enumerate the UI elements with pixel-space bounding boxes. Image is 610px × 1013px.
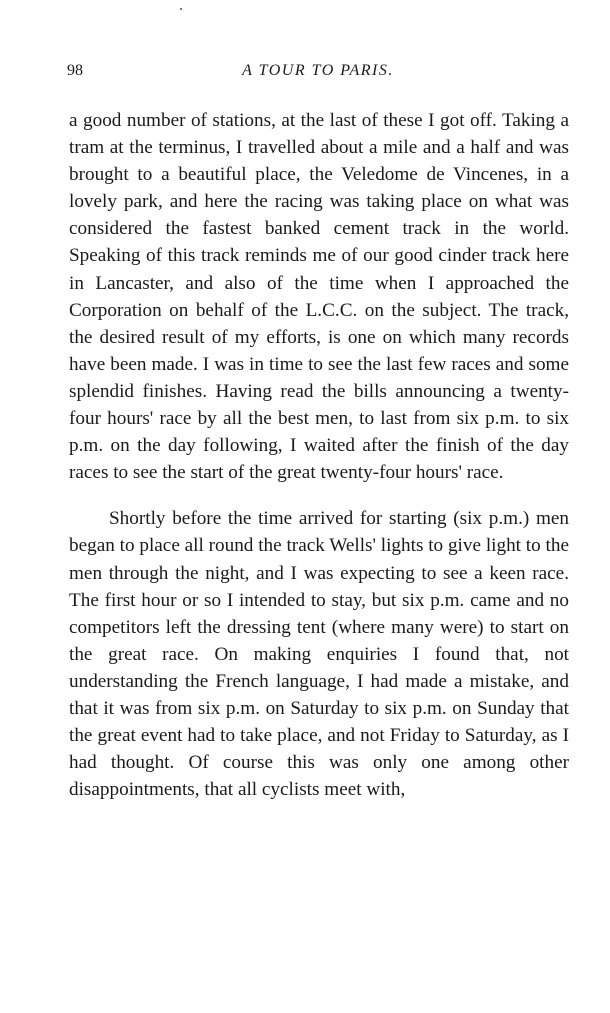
body-text bbox=[69, 107, 569, 803]
paragraph-2: Shortly before the time arrived for starting (six p.m.) men began to place all round the track Wells' lights to give light to the men through the night, and I was expecting to see a keen race. The first hour or so I intended to stay, but six p.m. came and no competitors left the dressing tent (where many were) to start on the great race. On making enquiries I found that, not understanding the French language, I had made a mistake, and that it was from six p.m. on Saturday to six p.m. on Sunday that the great event had to take place, and not Friday to Saturday, as I had thought. Of course this was only one among other disappointments, that all cyclists meet with, bbox=[69, 508, 569, 801]
page-header bbox=[67, 62, 569, 86]
paragraph-1: a good number of stations, at the last of these I got off. Taking a tram at the terminus, I travelled about a mile and a half and was brought to a beautiful place, the Veledome de Vincenes, in a lovely park, and here the racing was taking place on what was considered the fastest banked cement track in the world. Speaking of this track reminds me of our good cinder track here in Lancaster, and also of the time when I approached the Corporation on behalf of the L.C.C. on the subject. The track, the desired result of my efforts, is one on which many records have been made. I was in time to see the last few races and some splendid finishes. Having read the bills announcing a twenty-four hours' race by all the best men, to last from six p.m. to six p.m. on the day following, I waited after the finish of the day races to see the start of the great twenty-four hours' race. bbox=[69, 110, 569, 484]
running-title: A TOUR TO PARIS. bbox=[242, 62, 394, 79]
scan-speck bbox=[180, 8, 182, 10]
page-number: 98 bbox=[67, 62, 83, 79]
